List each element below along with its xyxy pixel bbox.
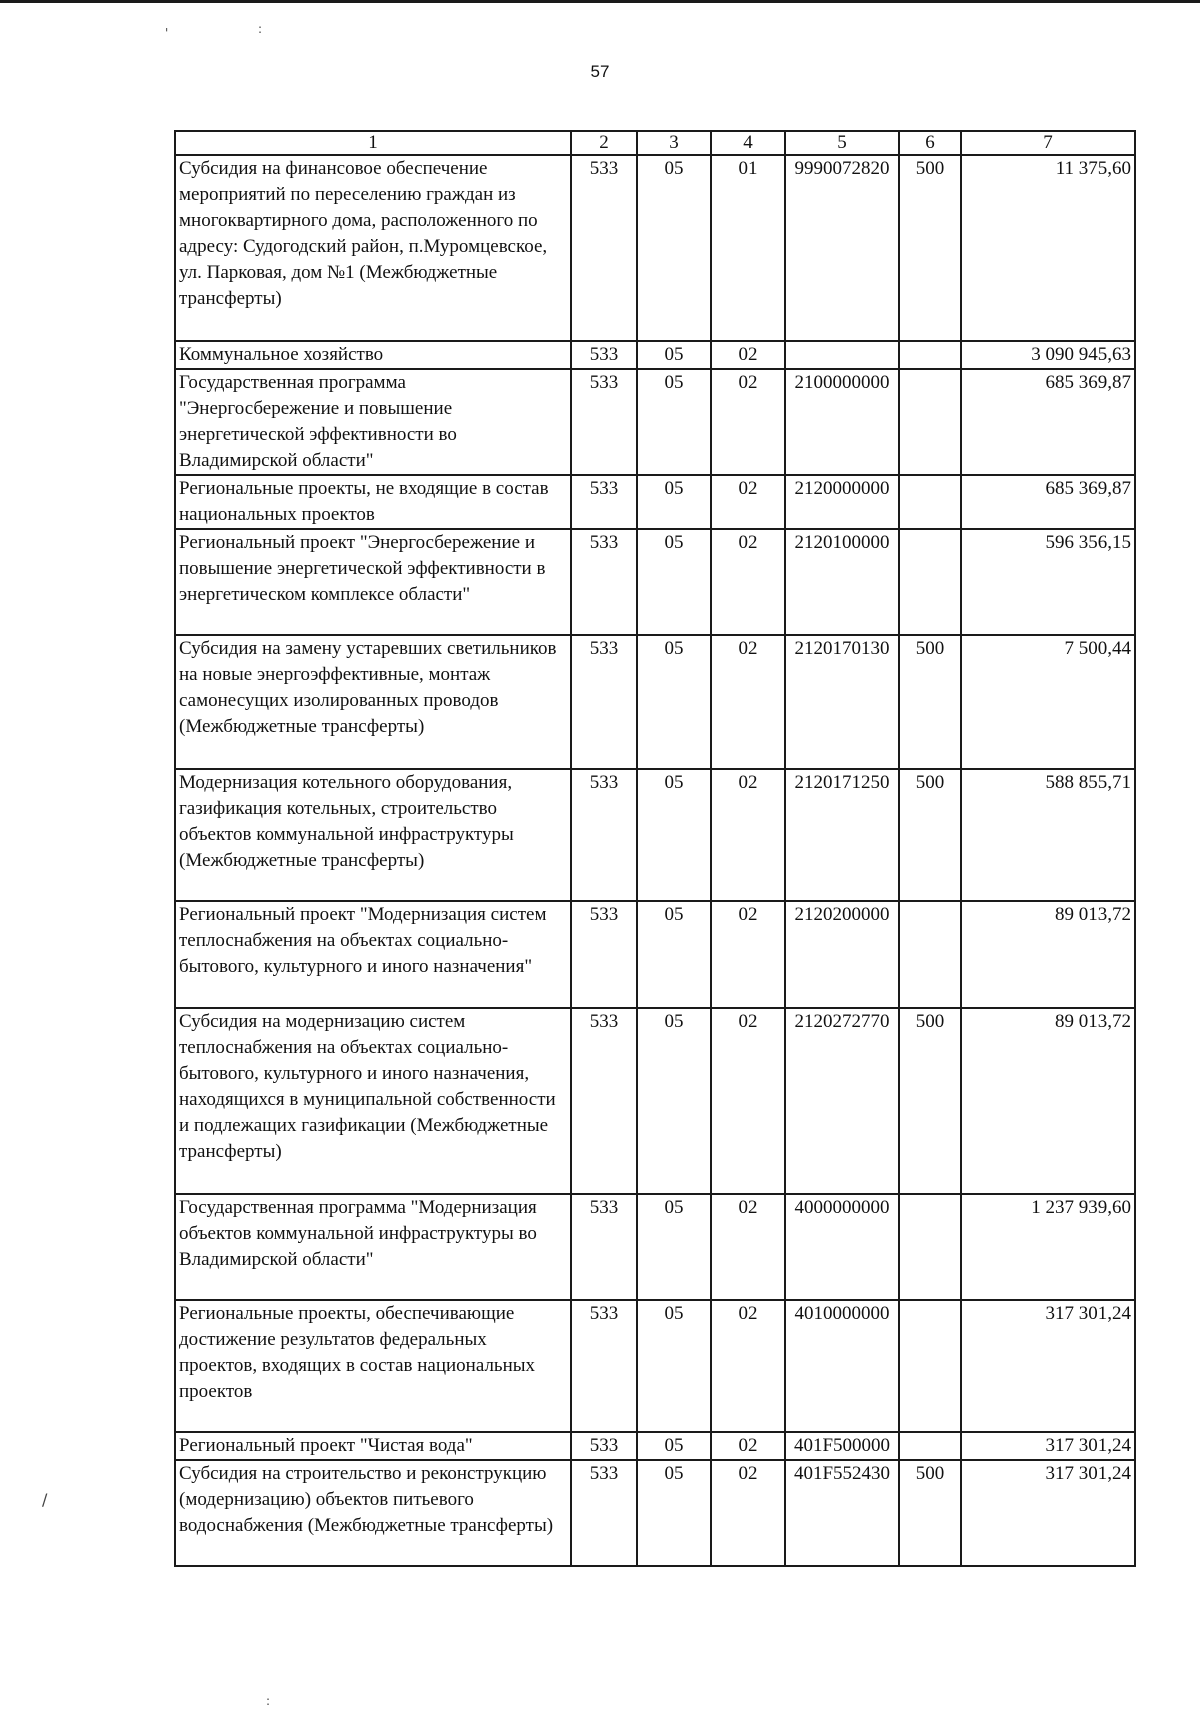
code-6 <box>899 341 961 369</box>
code-3: 05 <box>637 635 711 769</box>
code-6 <box>899 475 961 529</box>
item-name: Модернизация котельного оборудования, газификация котельных, строительство объектов коммунальной инфраструктуры (Межбюджетные трансферты) <box>175 769 571 901</box>
code-4: 02 <box>711 1460 785 1566</box>
amount: 3 090 945,63 <box>961 341 1135 369</box>
item-name: Государственная программа "Энергосбережение и повышение энергетической эффективности во Владимирской области" <box>175 369 571 475</box>
code-5: 9990072820 <box>785 155 899 341</box>
code-2: 533 <box>571 475 637 529</box>
code-3: 05 <box>637 369 711 475</box>
code-6: 500 <box>899 1008 961 1194</box>
code-6: 500 <box>899 1460 961 1566</box>
code-4: 02 <box>711 769 785 901</box>
item-name: Региональные проекты, обеспечивающие достижение результатов федеральных проектов, входящих в состав национальных проектов <box>175 1300 571 1432</box>
code-2: 533 <box>571 901 637 1008</box>
table-row <box>175 1008 1135 1194</box>
table-row <box>175 341 1135 369</box>
page-number: 57 <box>590 62 610 81</box>
code-3: 05 <box>637 341 711 369</box>
column-header: 7 <box>961 131 1135 155</box>
item-name: Региональный проект "Модернизация систем теплоснабжения на объектах социально-бытового, культурного и иного назначения" <box>175 901 571 1008</box>
code-5: 4010000000 <box>785 1300 899 1432</box>
code-6 <box>899 1300 961 1432</box>
code-5: 2120100000 <box>785 529 899 635</box>
code-5: 2120171250 <box>785 769 899 901</box>
scan-mark: : <box>266 1694 271 1708</box>
scan-mark: : <box>258 22 263 36</box>
code-4: 02 <box>711 1300 785 1432</box>
code-6 <box>899 1432 961 1460</box>
table-row <box>175 769 1135 901</box>
code-5: 401F500000 <box>785 1432 899 1460</box>
amount: 596 356,15 <box>961 529 1135 635</box>
column-header: 4 <box>711 131 785 155</box>
code-2: 533 <box>571 1008 637 1194</box>
code-4: 02 <box>711 341 785 369</box>
code-2: 533 <box>571 369 637 475</box>
amount: 317 301,24 <box>961 1460 1135 1566</box>
budget-table <box>174 130 1136 1567</box>
code-5: 2120170130 <box>785 635 899 769</box>
code-5: 2120200000 <box>785 901 899 1008</box>
header-row <box>175 131 1135 155</box>
scan-mark: ' <box>165 26 169 40</box>
code-4: 02 <box>711 369 785 475</box>
code-4: 02 <box>711 1008 785 1194</box>
code-5: 2120272770 <box>785 1008 899 1194</box>
table-row <box>175 1300 1135 1432</box>
code-6: 500 <box>899 769 961 901</box>
item-name: Субсидия на строительство и реконструкцию (модернизацию) объектов питьевого водоснабжения (Межбюджетные трансферты) <box>175 1460 571 1566</box>
amount: 7 500,44 <box>961 635 1135 769</box>
code-4: 02 <box>711 1432 785 1460</box>
item-name: Региональный проект "Чистая вода" <box>175 1432 571 1460</box>
top-edge-rule <box>0 0 1200 3</box>
code-6 <box>899 901 961 1008</box>
code-2: 533 <box>571 1432 637 1460</box>
column-header: 3 <box>637 131 711 155</box>
code-2: 533 <box>571 769 637 901</box>
code-4: 02 <box>711 529 785 635</box>
code-6: 500 <box>899 155 961 341</box>
code-6 <box>899 1194 961 1300</box>
code-2: 533 <box>571 155 637 341</box>
code-2: 533 <box>571 635 637 769</box>
code-3: 05 <box>637 769 711 901</box>
item-name: Субсидия на финансовое обеспечение мероприятий по переселению граждан из многоквартирного дома, расположенного по адресу: Судогодский район, п.Муромцевское, ул. Парковая, дом №1 (Межбюджетные трансферты) <box>175 155 571 341</box>
code-3: 05 <box>637 155 711 341</box>
amount: 89 013,72 <box>961 1008 1135 1194</box>
table-row <box>175 475 1135 529</box>
code-5 <box>785 341 899 369</box>
amount: 685 369,87 <box>961 475 1135 529</box>
amount: 89 013,72 <box>961 901 1135 1008</box>
code-2: 533 <box>571 1194 637 1300</box>
item-name: Государственная программа "Модернизация объектов коммунальной инфраструктуры во Владимирской области" <box>175 1194 571 1300</box>
code-2: 533 <box>571 529 637 635</box>
code-2: 533 <box>571 1300 637 1432</box>
table-row <box>175 1432 1135 1460</box>
amount: 685 369,87 <box>961 369 1135 475</box>
code-3: 05 <box>637 529 711 635</box>
amount: 588 855,71 <box>961 769 1135 901</box>
code-5: 2100000000 <box>785 369 899 475</box>
column-header: 1 <box>175 131 571 155</box>
item-name: Региональные проекты, не входящие в состав национальных проектов <box>175 475 571 529</box>
amount: 11 375,60 <box>961 155 1135 341</box>
code-3: 05 <box>637 1300 711 1432</box>
code-2: 533 <box>571 341 637 369</box>
code-4: 01 <box>711 155 785 341</box>
amount: 317 301,24 <box>961 1300 1135 1432</box>
code-3: 05 <box>637 1460 711 1566</box>
column-header: 2 <box>571 131 637 155</box>
code-5: 401F552430 <box>785 1460 899 1566</box>
code-3: 05 <box>637 901 711 1008</box>
scan-mark: / <box>42 1490 48 1509</box>
code-6 <box>899 529 961 635</box>
code-6 <box>899 369 961 475</box>
amount: 1 237 939,60 <box>961 1194 1135 1300</box>
code-4: 02 <box>711 901 785 1008</box>
code-3: 05 <box>637 1194 711 1300</box>
amount: 317 301,24 <box>961 1432 1135 1460</box>
code-5: 2120000000 <box>785 475 899 529</box>
table-row <box>175 155 1135 341</box>
code-3: 05 <box>637 475 711 529</box>
table-row <box>175 529 1135 635</box>
table-row <box>175 1194 1135 1300</box>
item-name: Региональный проект "Энергосбережение и повышение энергетической эффективности в энергетическом комплексе области" <box>175 529 571 635</box>
item-name: Субсидия на замену устаревших светильников на новые энергоэффективные, монтаж самонесущих изолированных проводов (Межбюджетные трансферты) <box>175 635 571 769</box>
table-row <box>175 901 1135 1008</box>
column-header: 6 <box>899 131 961 155</box>
table-row <box>175 635 1135 769</box>
table-row <box>175 1460 1135 1566</box>
code-5: 4000000000 <box>785 1194 899 1300</box>
item-name: Коммунальное хозяйство <box>175 341 571 369</box>
column-header: 5 <box>785 131 899 155</box>
code-4: 02 <box>711 475 785 529</box>
item-name: Субсидия на модернизацию систем теплоснабжения на объектах социально-бытового, культурного и иного назначения, находящихся в муниципальной собственности и подлежащих газификации (Межбюджетные трансферты) <box>175 1008 571 1194</box>
code-2: 533 <box>571 1460 637 1566</box>
code-6: 500 <box>899 635 961 769</box>
code-3: 05 <box>637 1432 711 1460</box>
code-4: 02 <box>711 1194 785 1300</box>
code-4: 02 <box>711 635 785 769</box>
code-3: 05 <box>637 1008 711 1194</box>
table-row <box>175 369 1135 475</box>
